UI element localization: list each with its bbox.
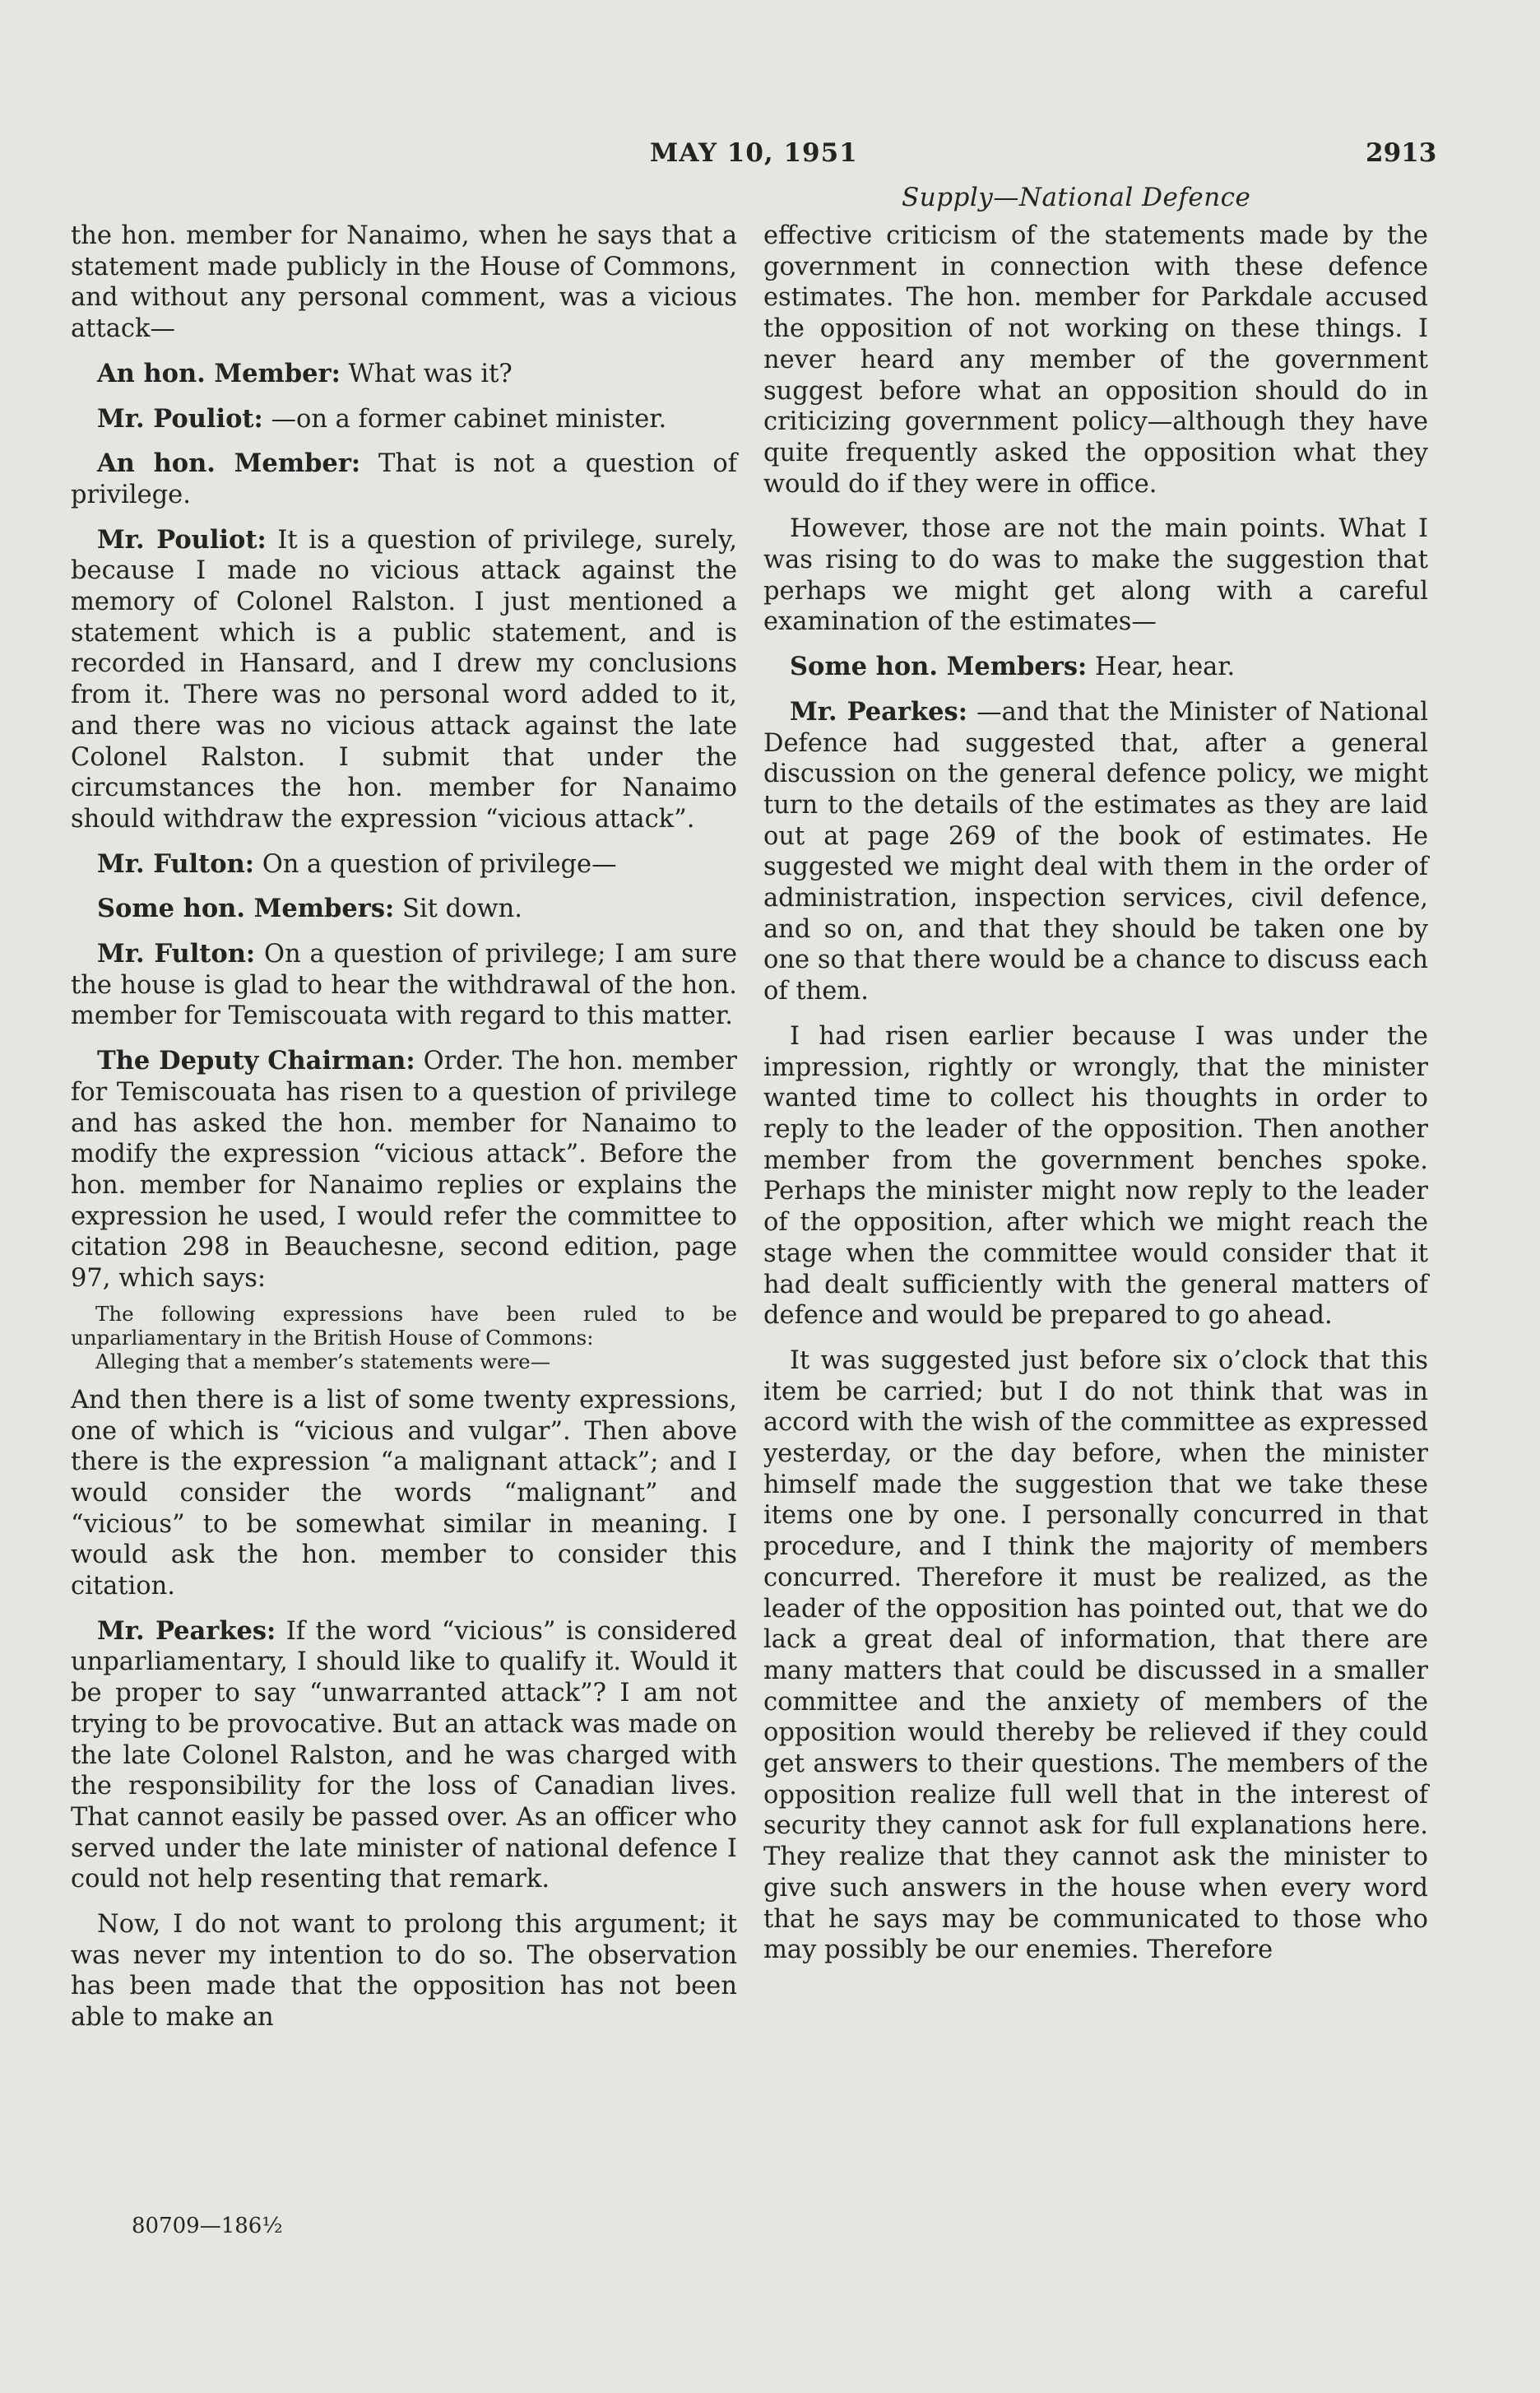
paragraph-text: However, those are not the main points. What I was rising to do was to make the suggestion that perhaps we might get along with a careful examination of the estimates— bbox=[763, 514, 1428, 637]
paragraph bbox=[763, 1345, 1428, 1966]
speech bbox=[71, 525, 737, 835]
speaker-name: The Deputy Chairman: bbox=[97, 1046, 415, 1076]
paragraph-text: the hon. member for Nanaimo, when he says that a statement made publicly in the House of Commons, and without any personal comment, was a vicious attack— bbox=[71, 221, 737, 344]
speech-text: —on a former cabinet minister. bbox=[271, 404, 667, 434]
paragraph-text: And then there is a list of some twenty expressions, one of which is “vicious and vulgar”. Then above there is the expression “a malignant attack”; and I would consider the words “malignant” and “vicious” to be somewhat similar in meaning. I would ask the hon. member to consider this citation. bbox=[71, 1385, 737, 1601]
paragraph-text: effective criticism of the statements made by the government in connection with these defence estimates. The hon. member for Parkdale accused the opposition of not working on these things. I never heard any member of the government suggest before what an opposition should do in criticizing government policy—although they have quite frequently asked the opposition what they would do if they were in office. bbox=[763, 221, 1428, 499]
speaker-name: An hon. Member: bbox=[97, 448, 361, 479]
speech bbox=[763, 652, 1428, 683]
paragraph bbox=[763, 1021, 1428, 1331]
speaker-name: Mr. Pouliot: bbox=[97, 524, 267, 555]
speaker-name: Mr. Fulton: bbox=[97, 939, 256, 969]
section-subtitle: Supply—National Defence bbox=[902, 183, 1251, 212]
paragraph-text: I had risen earlier because I was under the impression, rightly or wrongly, that the minister wanted time to collect his thoughts in order to reply to the leader of the opposition. Then another member from the government benches spoke. Perhaps the minister might now reply to the leader of the opposition, after which we might reach the stage when the committee would consider that it had dealt sufficiently with the general matters of defence and would be prepared to go ahead. bbox=[763, 1021, 1428, 1331]
speech-text: On a question of privilege— bbox=[262, 849, 617, 879]
speech-text: Order. The hon. member for Temiscouata has risen to a question of privilege and has asked the hon. member for Nanaimo to modify the expression “vicious attack”. Before the hon. member for Nanaimo replies or explains the expression he used, I would refer the committee to citation 298 in Beauchesne, second edition, page 97, which says: bbox=[71, 1047, 737, 1294]
speech-text: It is a question of privilege, surely, because I made no vicious attack against the memory of Colonel Ralston. I just mentioned a statement which is a public statement, and is recorded in Hansard, and I drew my conclusions from it. There was no personal word added to it, and there was no vicious attack against the late Colonel Ralston. I submit that under the circumstances the hon. member for Nanaimo should withdraw the expression “vicious attack”. bbox=[71, 525, 738, 834]
speaker-name: Mr. Fulton: bbox=[97, 848, 255, 879]
speech bbox=[763, 697, 1428, 1007]
paragraph bbox=[763, 513, 1428, 638]
speaker-name: An hon. Member: bbox=[97, 358, 341, 388]
speech-text: If the word “vicious” is considered unparliamentary, I should like to qualify it. Would it be proper to say “unwarranted attack”? I am not trying to be provocative. But an attack was made on the late Colonel Ralston, and he was charged with the responsibility for the loss of Canadian lives. That cannot easily be passed over. As an officer who served under the late minister of national defence I could not help resenting that remark. bbox=[71, 1616, 737, 1894]
speaker-name: Mr. Pearkes: bbox=[790, 696, 967, 727]
paragraph bbox=[71, 1385, 737, 1602]
paragraph-text: It was suggested just before six o’clock that this item be carried; but I do not think that was in accord with the wish of the committee as expressed yesterday, or the day before, when the minister himself made the suggestion that we take these items one by one. I personally concurred in that procedure, and I think the majority of members concurred. Therefore it must be realized, as the leader of the opposition has pointed out, that we do lack a great deal of information, that there are many matters that could be discussed in a smaller committee and the anxiety of members of the opposition would thereby be relieved if they could get answers to their questions. The members of the opposition realize full well that in the interest of security they cannot ask for full explanations here. They realize that they cannot ask the minister to give such answers in the house when every word that he says may be communicated to those who may possibly be our enemies. Therefore bbox=[763, 1345, 1428, 1965]
paragraph bbox=[71, 221, 737, 345]
speech-text: That is not a question of privilege. bbox=[71, 449, 738, 509]
speech bbox=[71, 939, 737, 1032]
print-code: 80709—186½ bbox=[132, 2214, 283, 2238]
speech-text: —and that the Minister of National Defence had suggested that, after a general discussion on the general defence policy, we might turn to the details of the estimates as they are laid out at page 269 of the book of estimates. He suggested we might deal with them in the order of administration, inspection services, civil defence, and so on, and that they should be taken one by one so that there would be a chance to discuss each of them. bbox=[763, 697, 1429, 1006]
page-date: MAY 10, 1951 bbox=[650, 138, 858, 168]
quote-line: Alleging that a member’s statements were— bbox=[95, 1349, 551, 1373]
speech bbox=[71, 359, 737, 390]
quote-line: The following expressions have been ruled to be unparliamentary in the British House of Commons: bbox=[71, 1301, 737, 1350]
speech bbox=[71, 894, 737, 925]
speech bbox=[71, 404, 737, 435]
speech-text: On a question of privilege; I am sure the house is glad to hear the withdrawal of the hon. member for Temiscouata with regard to this matter. bbox=[71, 940, 738, 1031]
speaker-name: Some hon. Members: bbox=[790, 652, 1088, 682]
speaker-name: Mr. Pearkes: bbox=[97, 1615, 276, 1646]
speech bbox=[71, 448, 737, 510]
speech-text: Hear, hear. bbox=[1094, 653, 1236, 682]
left-column bbox=[71, 221, 737, 2047]
page-number: 2913 bbox=[1366, 138, 1437, 168]
speech-text: Sit down. bbox=[401, 894, 522, 924]
speech bbox=[71, 849, 737, 881]
speaker-name: Mr. Pouliot: bbox=[97, 403, 263, 434]
paragraph-text: Now, I do not want to prolong this argument; it was never my intention to do so. The observation has been made that the opposition has not been able to make an bbox=[71, 1910, 737, 2033]
paragraph bbox=[71, 1909, 737, 2033]
paragraph bbox=[763, 221, 1428, 500]
right-column bbox=[763, 221, 1428, 1980]
speech bbox=[71, 1046, 737, 1294]
speech bbox=[71, 1616, 737, 1895]
speaker-name: Some hon. Members: bbox=[97, 894, 395, 924]
block-quote bbox=[71, 1302, 737, 1373]
speech-text: What was it? bbox=[348, 359, 513, 388]
